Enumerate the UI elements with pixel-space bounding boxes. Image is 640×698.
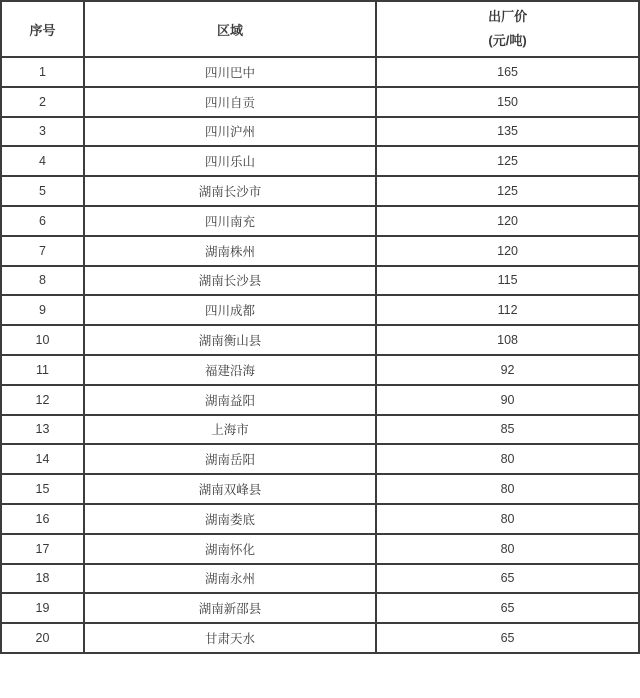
row-region: 湖南长沙县 [84, 266, 376, 296]
row-region: 四川南充 [84, 206, 376, 236]
table-row [1, 355, 639, 385]
row-index: 4 [1, 146, 84, 176]
row-index: 2 [1, 87, 84, 117]
row-index: 1 [1, 57, 84, 87]
table-row [1, 87, 639, 117]
row-price: 125 [376, 146, 639, 176]
row-region: 湖南株州 [84, 236, 376, 266]
row-region: 湖南衡山县 [84, 325, 376, 355]
row-price: 65 [376, 623, 639, 653]
row-index: 5 [1, 176, 84, 206]
header-price-line2: (元/吨) [488, 33, 527, 48]
row-index: 6 [1, 206, 84, 236]
row-index: 10 [1, 325, 84, 355]
row-index: 19 [1, 593, 84, 623]
row-region: 四川乐山 [84, 146, 376, 176]
row-price: 90 [376, 385, 639, 415]
row-region: 四川自贡 [84, 87, 376, 117]
row-price: 135 [376, 117, 639, 147]
table-row [1, 236, 639, 266]
row-region: 湖南岳阳 [84, 444, 376, 474]
row-index: 8 [1, 266, 84, 296]
row-region: 湖南新邵县 [84, 593, 376, 623]
row-index: 13 [1, 415, 84, 445]
header-price [376, 1, 639, 57]
table-row [1, 623, 639, 653]
row-region: 四川成都 [84, 295, 376, 325]
row-price: 80 [376, 534, 639, 564]
row-index: 11 [1, 355, 84, 385]
row-region: 湖南双峰县 [84, 474, 376, 504]
header-index: 序号 [1, 1, 84, 57]
table-row [1, 474, 639, 504]
row-index: 12 [1, 385, 84, 415]
table-row [1, 534, 639, 564]
row-index: 9 [1, 295, 84, 325]
row-region: 湖南长沙市 [84, 176, 376, 206]
row-price: 65 [376, 564, 639, 594]
row-price: 80 [376, 474, 639, 504]
table-row [1, 564, 639, 594]
row-index: 14 [1, 444, 84, 474]
table-row [1, 117, 639, 147]
row-price: 85 [376, 415, 639, 445]
row-region: 四川巴中 [84, 57, 376, 87]
row-price: 108 [376, 325, 639, 355]
row-region: 福建沿海 [84, 355, 376, 385]
header-region: 区域 [84, 1, 376, 57]
row-region: 湖南怀化 [84, 534, 376, 564]
row-price: 80 [376, 504, 639, 534]
row-region: 上海市 [84, 415, 376, 445]
row-index: 15 [1, 474, 84, 504]
table-row [1, 266, 639, 296]
row-price: 80 [376, 444, 639, 474]
table-row [1, 385, 639, 415]
row-index: 18 [1, 564, 84, 594]
table-row [1, 57, 639, 87]
table-header [1, 1, 639, 57]
row-region: 甘肃天水 [84, 623, 376, 653]
row-price: 125 [376, 176, 639, 206]
row-index: 20 [1, 623, 84, 653]
table-row [1, 295, 639, 325]
table-row [1, 325, 639, 355]
table-row [1, 146, 639, 176]
table-row [1, 444, 639, 474]
table-row [1, 593, 639, 623]
header-row [1, 1, 639, 57]
row-price: 112 [376, 295, 639, 325]
row-region: 湖南益阳 [84, 385, 376, 415]
row-index: 3 [1, 117, 84, 147]
row-index: 16 [1, 504, 84, 534]
row-price: 120 [376, 206, 639, 236]
table-row [1, 206, 639, 236]
row-region: 湖南永州 [84, 564, 376, 594]
row-price: 150 [376, 87, 639, 117]
row-index: 7 [1, 236, 84, 266]
header-price-line1: 出厂价 [488, 9, 528, 24]
table-body [1, 57, 639, 653]
table-row [1, 415, 639, 445]
table-row [1, 176, 639, 206]
row-price: 92 [376, 355, 639, 385]
table-row [1, 504, 639, 534]
row-region: 湖南娄底 [84, 504, 376, 534]
row-price: 120 [376, 236, 639, 266]
row-price: 65 [376, 593, 639, 623]
row-index: 17 [1, 534, 84, 564]
row-region: 四川沪州 [84, 117, 376, 147]
row-price: 165 [376, 57, 639, 87]
row-price: 115 [376, 266, 639, 296]
